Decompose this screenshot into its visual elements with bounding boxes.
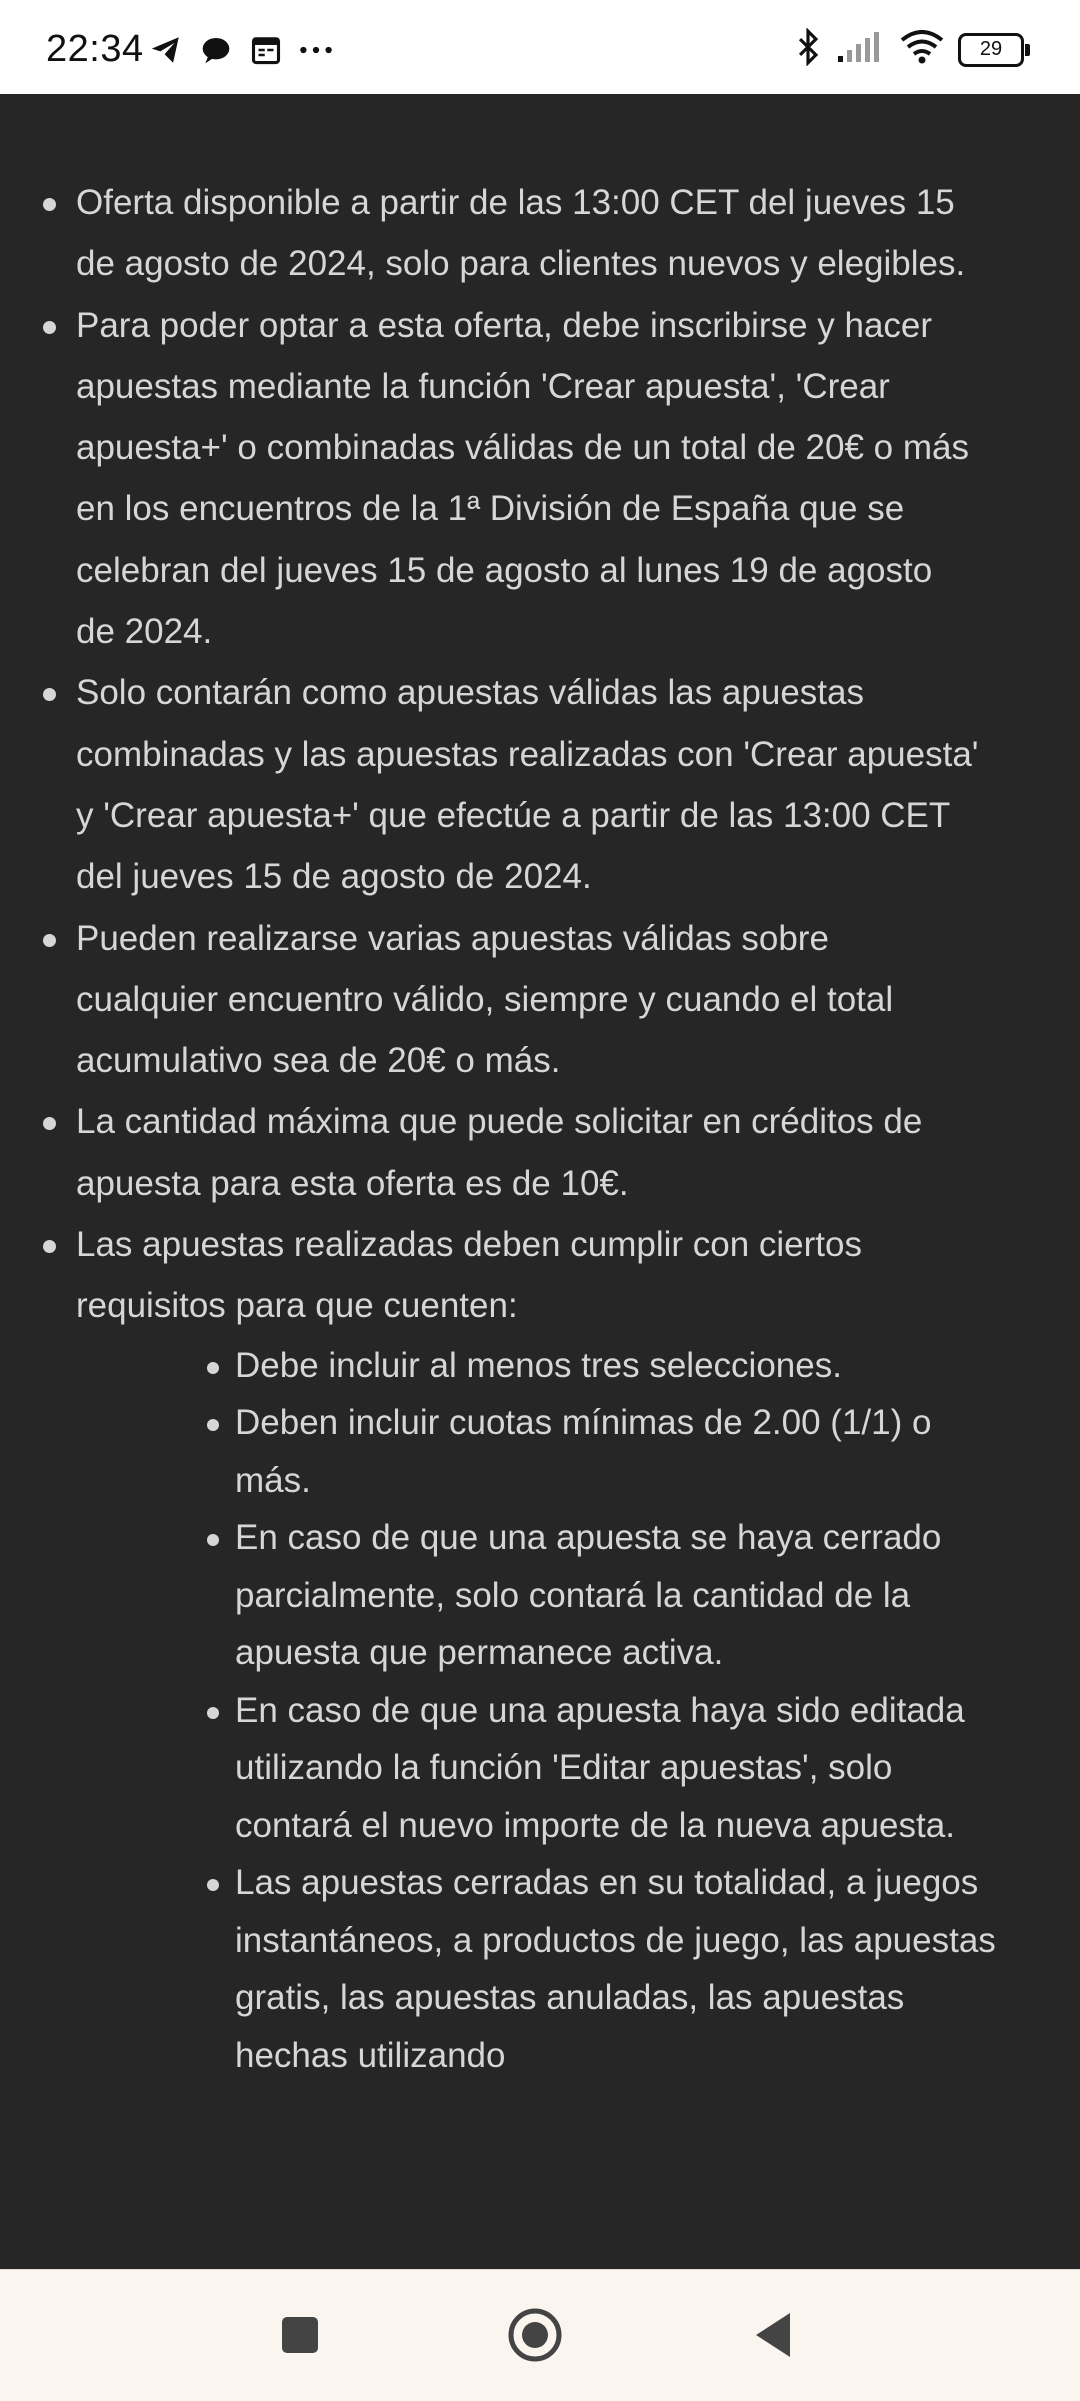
- term-text: Para poder optar a esta oferta, debe inscribirse y hacer apuestas mediante la función 'Crear apuesta', 'Crear apuesta+' o combinadas válidas de un total de 20€ o más en los encuentros de la 1ª División de España que se celebran del jueves 15 de agosto al lunes 19 de agosto de 2024.: [76, 305, 969, 652]
- terms-list: [0, 172, 1080, 2084]
- term-text: Solo contarán como apuestas válidas las apuestas combinadas y las apuestas realizadas con 'Crear apuesta' y 'Crear apuesta+' que efectúe a partir de las 13:00 CET del jueves 15 de agosto de 2024.: [76, 673, 979, 897]
- navigation-bar: [0, 2269, 1080, 2401]
- telegram-icon: [148, 32, 184, 68]
- terms-content[interactable]: [0, 94, 1080, 2269]
- term-text: Oferta disponible a partir de las 13:00 CET del jueves 15 de agosto de 2024, solo para clientes nuevos y elegibles.: [76, 183, 966, 284]
- list-item: [0, 908, 1080, 1092]
- list-item: [0, 295, 1080, 663]
- more-dots-icon: [298, 32, 334, 68]
- sub-list-item: [235, 1682, 1025, 1855]
- term-text: La cantidad máxima que puede solicitar en créditos de apuesta para esta oferta es de 10€.: [76, 1102, 923, 1203]
- list-item: [0, 1214, 1080, 2084]
- recents-square-icon[interactable]: [265, 2300, 335, 2370]
- sub-list-item: [235, 1337, 1025, 1395]
- status-bar: [0, 0, 1080, 94]
- sub-list-item: [235, 1509, 1025, 1682]
- battery-indicator: 29: [958, 33, 1024, 67]
- status-time: 22:34: [46, 28, 144, 70]
- system-status-icons: [794, 28, 1024, 71]
- sub-term-text: En caso de que una apuesta haya sido editada utilizando la función 'Editar apuestas', solo contará el nuevo importe de la nueva apuesta.: [235, 1690, 965, 1845]
- calendar-icon: [248, 32, 284, 68]
- term-text: Las apuestas realizadas deben cumplir con ciertos requisitos para que cuenten:: [76, 1225, 862, 1326]
- home-circle-icon[interactable]: [500, 2300, 570, 2370]
- wifi-icon: [900, 30, 944, 69]
- sub-term-text: Las apuestas cerradas en su totalidad, a juegos instantáneos, a productos de juego, las apuestas gratis, las apuestas anuladas, las apuestas hechas utilizando: [235, 1863, 996, 2075]
- list-item: [0, 172, 1080, 295]
- chat-bubble-icon: [198, 32, 234, 68]
- sub-term-text: Debe incluir al menos tres selecciones.: [235, 1345, 842, 1385]
- sub-term-text: En caso de que una apuesta se haya cerrado parcialmente, solo contará la cantidad de la apuesta que permanece activa.: [235, 1518, 942, 1673]
- term-text: Pueden realizarse varias apuestas válidas sobre cualquier encuentro válido, siempre y cuando el total acumulativo sea de 20€ o más.: [76, 918, 894, 1081]
- sub-list-item: [235, 1854, 1025, 2084]
- bluetooth-icon: [794, 28, 822, 71]
- list-item: [0, 662, 1080, 907]
- list-item: [0, 1091, 1080, 1214]
- sub-list-item: [235, 1394, 1025, 1509]
- sub-term-text: Deben incluir cuotas mínimas de 2.00 (1/1) o más.: [235, 1403, 932, 1500]
- sub-terms-list: [235, 1337, 996, 2085]
- notification-icons: [148, 32, 334, 68]
- signal-icon: [836, 30, 886, 69]
- back-triangle-icon[interactable]: [738, 2300, 808, 2370]
